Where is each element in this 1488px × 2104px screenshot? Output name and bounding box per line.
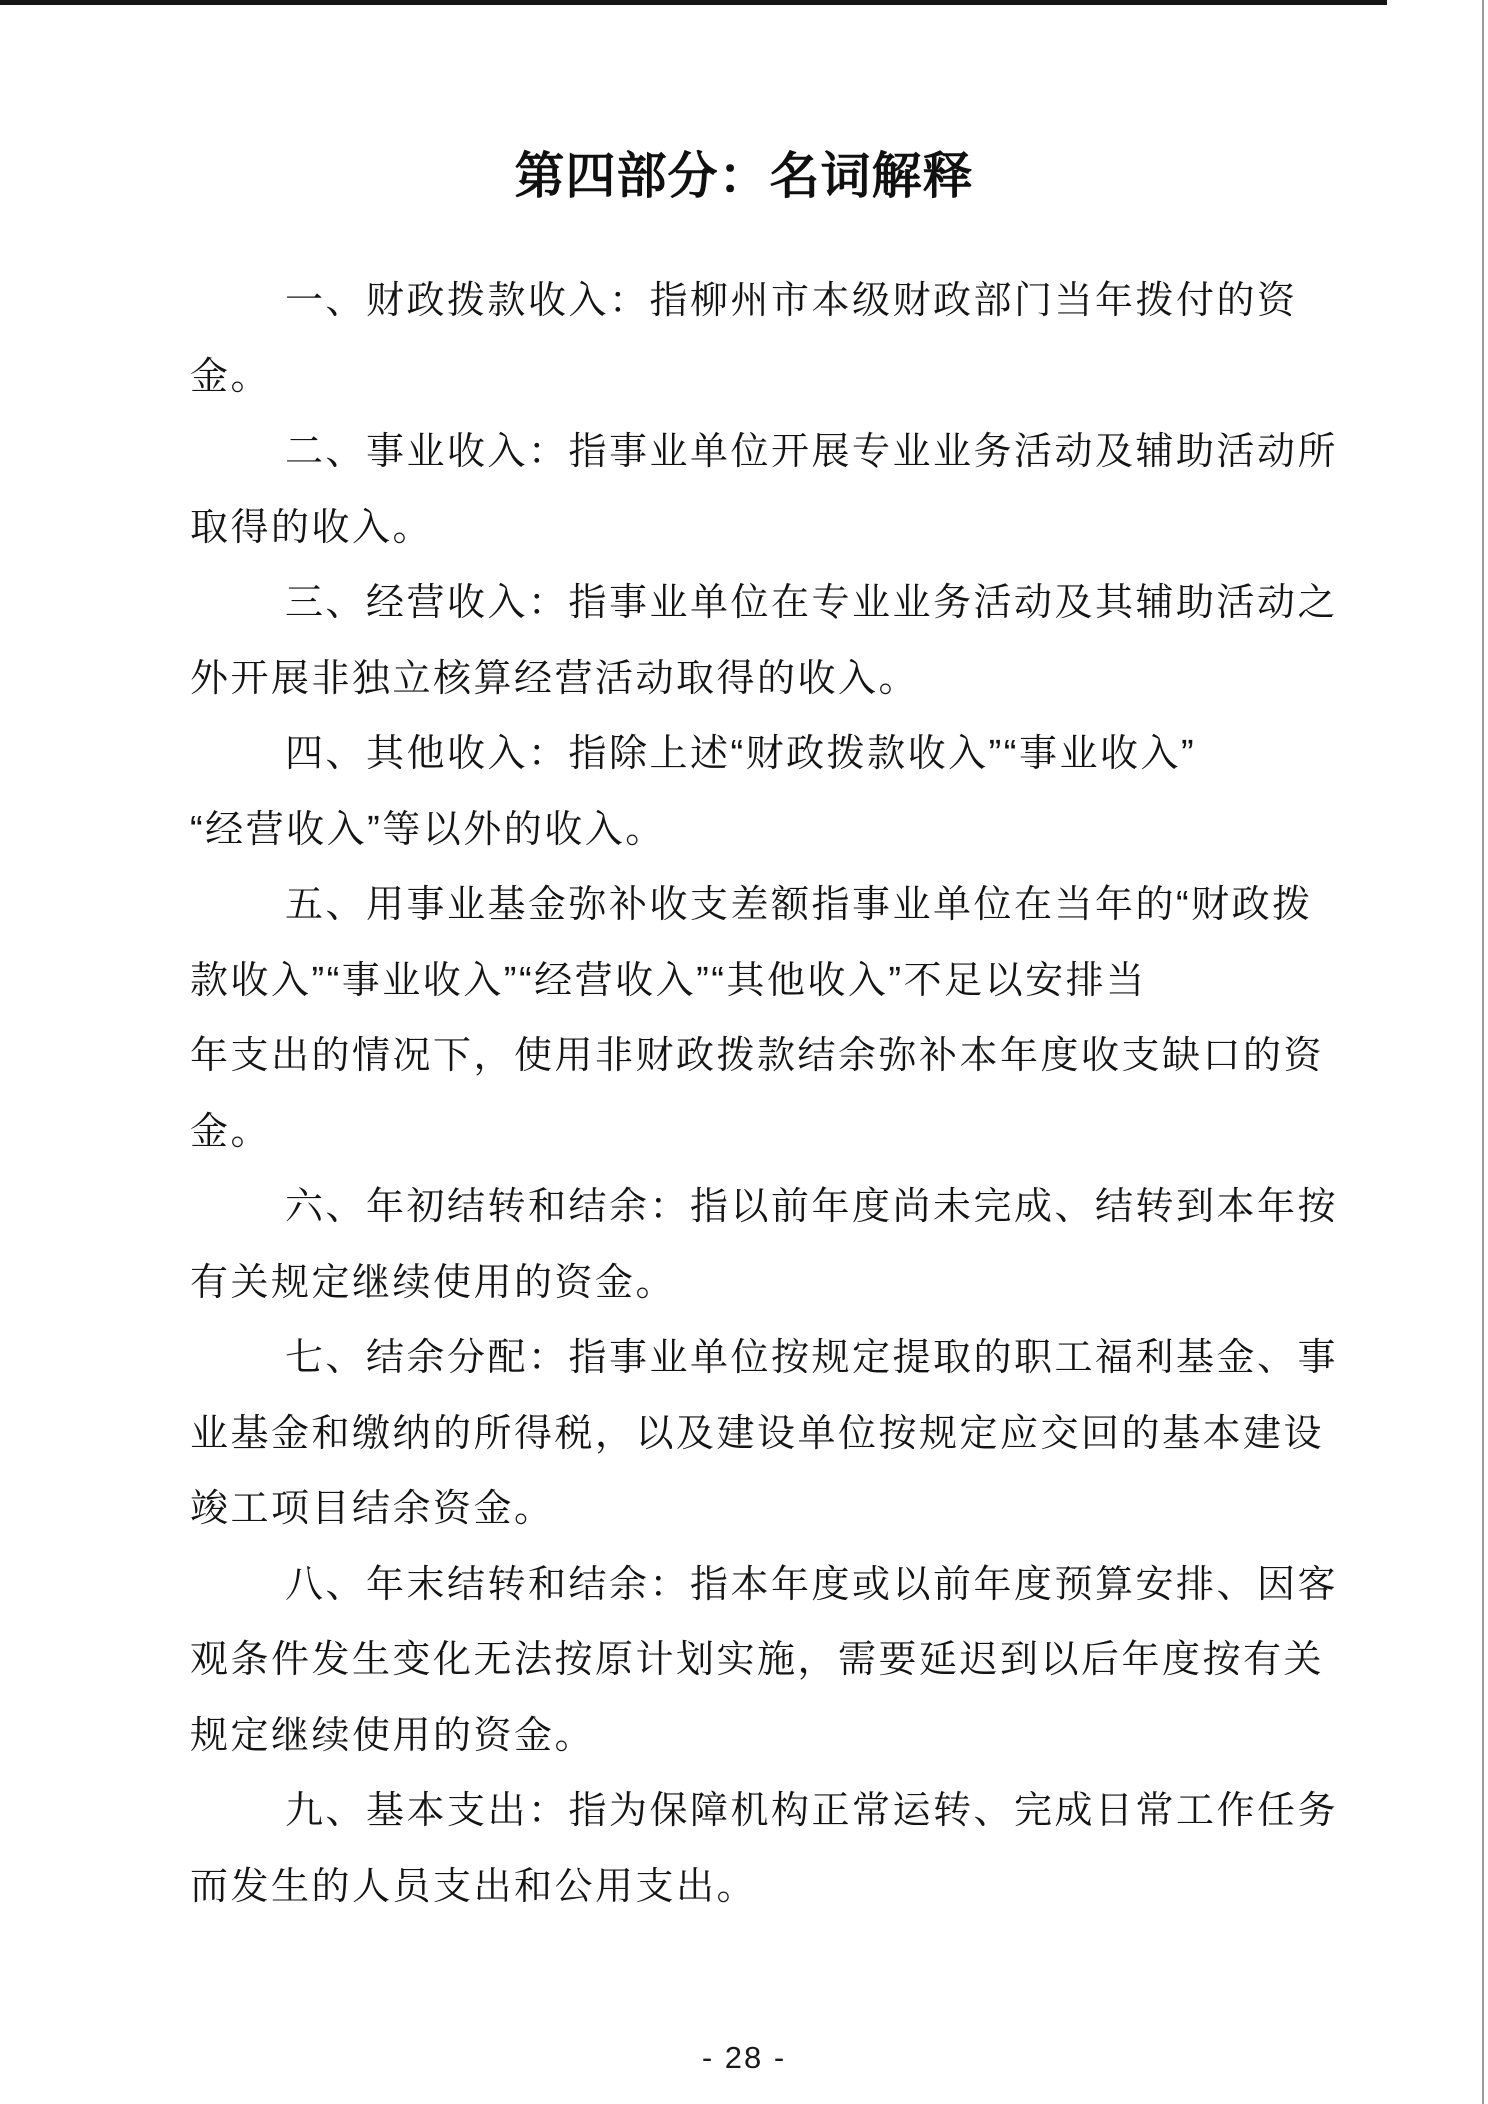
text-line: 五、用事业基金弥补收支差额指事业单位在当年的“财政拨: [285, 884, 1313, 926]
definition-paragraph-6: [190, 1170, 1339, 1321]
text-line: 规定继续使用的资金。: [190, 1714, 596, 1757]
text-line: 而发生的人员支出和公用支出。: [190, 1865, 758, 1908]
scan-top-edge-artifact: [0, 0, 1387, 5]
text-line: 取得的收入。: [190, 506, 434, 549]
text-line: 业基金和缴纳的所得税，以及建设单位按规定应交回的基本建设: [190, 1412, 1325, 1455]
text-line: 一、财政拨款收入：指柳州市本级财政部门当年拨付的资: [285, 280, 1298, 322]
definition-paragraph-2: [190, 415, 1339, 566]
text-line: “经营收入”等以外的收入。: [190, 808, 666, 851]
text-line: 有关规定继续使用的资金。: [190, 1261, 677, 1304]
text-line: 款收入”“事业收入”“经营收入”“其他收入”不足以安排当: [190, 959, 1147, 1002]
text-line: 观条件发生变化无法按原计划实施，需要延迟到以后年度按有关: [190, 1639, 1325, 1681]
scan-right-edge-artifact: [1482, 0, 1484, 2104]
text-line: 金。: [190, 355, 272, 398]
definition-paragraph-3: [190, 566, 1339, 717]
text-line: 七、结余分配：指事业单位按规定提取的职工福利基金、事: [285, 1337, 1339, 1379]
page-title: 第四部分：名词解释: [514, 148, 974, 204]
text-line: 四、其他收入：指除上述“财政拨款收入”“事业收入”: [285, 733, 1197, 775]
text-line: 三、经营收入：指事业单位在专业业务活动及其辅助活动之: [285, 582, 1339, 624]
text-line: 六、年初结转和结余：指以前年度尚未完成、结转到本年按: [285, 1186, 1339, 1228]
definition-paragraph-7: [190, 1321, 1339, 1548]
text-line: 金。: [190, 1110, 272, 1153]
definition-paragraph-1: [190, 264, 1335, 415]
definitions-section: [190, 264, 1339, 1925]
text-line: 竣工项目结余资金。: [190, 1488, 555, 1530]
definition-paragraph-8: [190, 1548, 1339, 1775]
text-line: 外开展非独立核算经营活动取得的收入。: [190, 657, 920, 700]
text-line: 二、事业收入：指事业单位开展专业业务活动及辅助活动所: [285, 431, 1339, 473]
text-line: 年支出的情况下，使用非财政拨款结余弥补本年度收支缺口的资: [190, 1035, 1325, 1077]
definition-paragraph-9: [190, 1774, 1339, 1925]
text-line: 九、基本支出：指为保障机构正常运转、完成日常工作任务: [285, 1790, 1339, 1832]
definition-paragraph-4: [190, 717, 1335, 868]
page-number: - 28 -: [701, 2040, 787, 2075]
definition-paragraph-5: [190, 868, 1335, 1170]
text-line: 八、年末结转和结余：指本年度或以前年度预算安排、因客: [285, 1563, 1339, 1606]
